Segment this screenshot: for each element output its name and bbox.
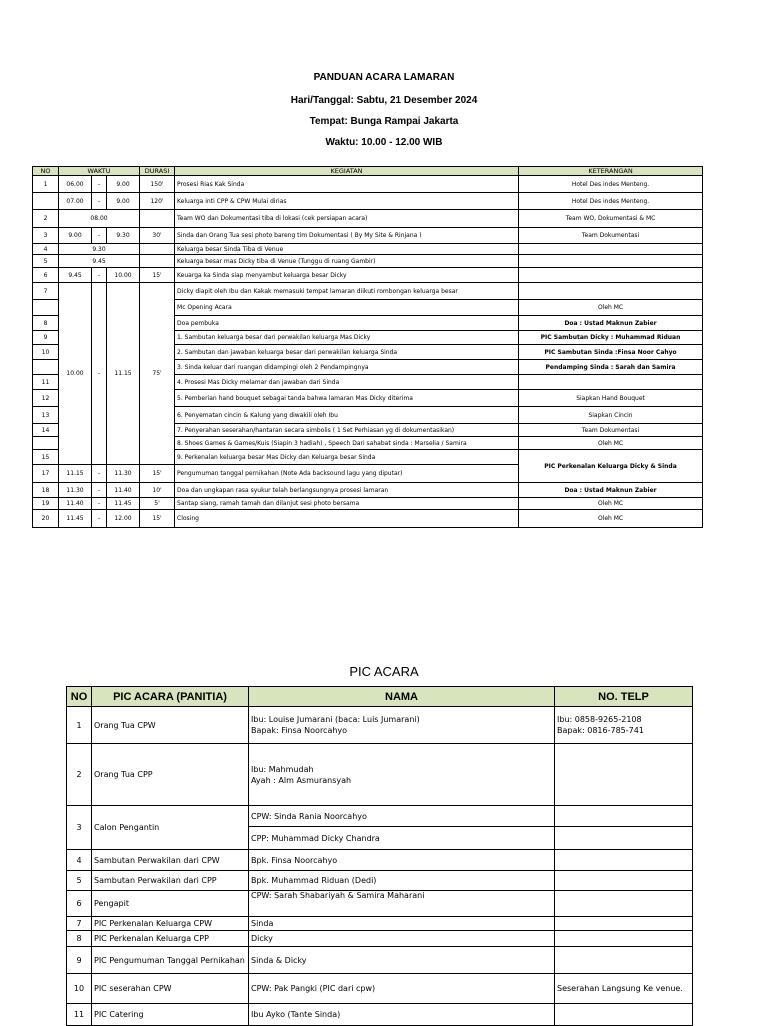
note: Oleh MC [519,300,703,316]
table-row [67,891,693,917]
table-row [33,268,703,283]
pic-role: Pengapit [92,891,249,917]
row-no: 19 [33,498,59,510]
time-end: 11.45 [107,498,140,510]
note [519,268,703,283]
pic-phone [555,827,693,850]
pic-role: PIC seserahan CPW [92,974,249,1004]
pic-name: CPW: Pak Pangki (PIC dari cpw) [249,974,555,1004]
note: Siapkan Cincin [519,407,703,424]
name-line: Ibu: Louise Jumarani (baca: Luis Jumarani) [251,715,420,724]
row-no: 9 [67,947,92,974]
row-no: 15 [33,450,59,465]
pic-name: CPW: Sinda Rania Noorcahyo [249,806,555,827]
row-no: 8 [33,316,59,331]
pic-name: Dicky [249,931,555,947]
note: Hotel Des indes Menteng. [519,193,703,210]
row-no [33,437,59,450]
row-no: 5 [67,871,92,891]
pic-phone [555,931,693,947]
col-no: NO [67,687,92,707]
table-row [67,850,693,871]
activity: 1. Sambutan keluarga besar dari perwakilan keluarga Mas Dicky [175,331,519,345]
row-no: 13 [33,407,59,424]
time-end: 11.40 [107,483,140,498]
pic-name: Sinda & Dicky [249,947,555,974]
duration: 150' [140,176,175,193]
pic-phone [555,917,693,931]
row-no: 3 [67,806,92,850]
duration: 120' [140,193,175,210]
row-no: 1 [33,176,59,193]
activity: Doa pembuka [175,316,519,331]
activity: 5. Pemberian hand bouquet sebagai tanda bahwa lamaran Mas Dicky diterima [175,390,519,407]
note: Team WO, Dokumentasi & MC [519,210,703,228]
pic-role: PIC Catering [92,1004,249,1026]
duration: 15' [140,268,175,283]
time-sep: - [92,483,107,498]
note: Doa : Ustad Maknun Zabier [519,483,703,498]
col-durasi: DURASI [140,167,175,176]
note: PIC Sambutan Sinda :Finsa Noor Cahyo [519,345,703,360]
pic-role: Orang Tua CPW [92,707,249,744]
activity: Doa dan ungkapan rasa syukur telah berlangsungnya prosesi lamaran [175,483,519,498]
row-no [33,193,59,210]
note: Team Dokumentasi [519,424,703,437]
row-no: 6 [67,891,92,917]
pic-phone [555,1004,693,1026]
row-no: 9 [33,331,59,345]
pic-phone [555,871,693,891]
row-no: 17 [33,465,59,483]
activity: Closing [175,510,519,528]
table-row [67,1004,693,1026]
pic-phone [555,947,693,974]
time-end: 9.30 [107,228,140,244]
time-start: 9.00 [59,228,92,244]
time-end: 12.00 [107,510,140,528]
pic-phone: Seserahan Langsung Ke venue. [555,974,693,1004]
table-row [67,947,693,974]
activity: 7. Penyerahan seserahan/hantaran secara simbolis ( 1 Set Perhiasan yg di dokumentasikan) [175,424,519,437]
time-start: 11.45 [59,510,92,528]
activity: 8. Shoes Games & Games/Kuis (Siapin 3 hadiah) , Speech Dari sahabat sinda : Marselia / Samira [175,437,519,450]
event-date: Hari/Tanggal: Sabtu, 21 Desember 2024 [290,95,478,106]
time-sep: - [92,268,107,283]
row-no: 1 [67,707,92,744]
doc-title: PANDUAN ACARA LAMARAN [313,72,455,83]
duration: 30' [140,228,175,244]
row-no: 12 [33,390,59,407]
row-no: 6 [33,268,59,283]
row-no: 8 [67,931,92,947]
pic-name: Bpk. Finsa Noorcahyo [249,850,555,871]
row-no [33,360,59,375]
row-no: 4 [33,244,59,255]
table-row [33,193,703,210]
pic-role: Orang Tua CPP [92,744,249,806]
time-start: 06.00 [59,176,92,193]
table-row [33,210,703,228]
row-no: 10 [33,345,59,360]
name-line: Bapak: Finsa Noorcahyo [251,726,348,735]
table-row [67,917,693,931]
activity: Prosesi Rias Kak Sinda [175,176,519,193]
time-sep: - [92,193,107,210]
time-sep: - [92,510,107,528]
row-no: 20 [33,510,59,528]
time-start: 07.00 [59,193,92,210]
activity: Dicky diapit oleh Ibu dan Kakak memasuki tempat lamaran diikuti rombongan keluarga besar [175,283,519,300]
table-row [33,255,703,268]
row-no: 3 [33,228,59,244]
time-start: 11.30 [59,483,92,498]
name-line: Ibu: Mahmudah [251,764,314,774]
note: Oleh MC [519,498,703,510]
activity: Keluarga inti CPP & CPW Mulai dirias [175,193,519,210]
time-start: 11.15 [59,465,92,483]
duration: 15' [140,510,175,528]
time-end: 10.00 [107,268,140,283]
time-start: 11.40 [59,498,92,510]
table-row [67,806,693,827]
pic-name [249,744,555,806]
row-no: 11 [67,1004,92,1026]
activity: Mc Opening Acara [175,300,519,316]
table-row [33,498,703,510]
time-sep: - [92,498,107,510]
duration: 10' [140,483,175,498]
pic-role: Calon Pengantin [92,806,249,850]
time-sep: - [92,228,107,244]
activity: 3. Sinda keluar dari ruangan didampingi oleh 2 Pendampingnya [175,360,519,375]
table-row [33,176,703,193]
pic-role: PIC Pengumuman Tanggal Pernikahan [92,947,249,974]
pic-name [249,707,555,744]
activity: Keluarga besar mas Dicky tiba di Venue (Tunggu di ruang Gambir) [175,255,519,268]
pic-phone [555,850,693,871]
duration: 75' [140,283,175,465]
pic-phone [555,707,693,744]
time-end: 9.00 [107,193,140,210]
time-sep: - [92,465,107,483]
schedule-header-row [33,167,703,176]
col-keterangan: KETERANGAN [519,167,703,176]
row-no: 4 [67,850,92,871]
time-point: 9.45 [59,255,140,268]
note: Oleh MC [519,437,703,450]
phone-line: Ibu: 0858-9265-2108 [557,715,642,724]
duration [140,244,175,255]
time-sep: - [92,283,107,465]
note [519,283,703,300]
note [519,375,703,390]
activity: Keluarga besar Sinda Tiba di Venue [175,244,519,255]
col-nama: NAMA [249,687,555,707]
note: Hotel Des indes Menteng. [519,176,703,193]
event-time: Waktu: 10.00 - 12.00 WIB [325,137,443,148]
activity: 6. Penyematan cincin & Kalung yang diwakili oleh Ibu [175,407,519,424]
row-no: 7 [33,283,59,300]
table-row [67,744,693,806]
col-telp: NO. TELP [555,687,693,707]
table-row [33,510,703,528]
activity: Keuarga ka Sinda siap menyambut keluarga besar Dicky [175,268,519,283]
schedule-table [32,166,703,528]
row-no: 2 [33,210,59,228]
name-line: Ayah : Alm Asmuransyah [251,775,352,785]
pic-phone [555,744,693,806]
note: Oleh MC [519,510,703,528]
pic-phone [555,891,693,917]
time-start: 10.00 [59,283,92,465]
activity: 9. Perkenalan keluarga besar Mas Dicky dan Keluarga besar Sinda [175,450,519,465]
row-no: 5 [33,255,59,268]
activity: 4. Prosesi Mas Dicky melamar dan jawaban dari Sinda [175,375,519,390]
note: Doa : Ustad Maknun Zabier [519,316,703,331]
duration: 15' [140,465,175,483]
duration: 5' [140,498,175,510]
table-row [67,707,693,744]
note: Team Dokumentasi [519,228,703,244]
table-row [33,228,703,244]
table-row [67,871,693,891]
duration [140,210,175,228]
col-no: NO [33,167,59,176]
row-no: 10 [67,974,92,1004]
pic-table [66,686,693,1026]
activity: Team WO dan Dokumentasi tiba di lokasi (cek persiapan acara) [175,210,519,228]
note: Siapkan Hand Bouquet [519,390,703,407]
note: PIC Sambutan Dicky : Muhammad Riduan [519,331,703,345]
table-row [67,974,693,1004]
row-no: 7 [67,917,92,931]
time-point: 9.30 [59,244,140,255]
pic-role: PIC Perkenalan Keluarga CPW [92,917,249,931]
note: PIC Perkenalan Keluarga Dicky & Sinda [519,450,703,483]
col-waktu: WAKTU [59,167,140,176]
time-start: 9.45 [59,268,92,283]
note [519,255,703,268]
table-row [33,283,703,300]
pic-role: Sambutan Perwakilan dari CPW [92,850,249,871]
time-end: 9.00 [107,176,140,193]
col-pic: PIC ACARA (PANITIA) [92,687,249,707]
row-no: 2 [67,744,92,806]
event-place: Tempat: Bunga Rampai Jakarta [309,116,459,127]
pic-name: Bpk. Muhammad Riduan (Dedi) [249,871,555,891]
row-no: 18 [33,483,59,498]
pic-name: Ibu Ayko (Tante Sinda) [249,1004,555,1026]
activity: Sinda dan Orang Tua sesi photo bareng tim Dokumentasi ( By My Site & Rinjana ) [175,228,519,244]
col-kegiatan: KEGIATAN [175,167,519,176]
activity: Pengumuman tanggal pernikahan (Note Ada backsound lagu yang diputar) [175,465,519,483]
time-end: 11.15 [107,283,140,465]
activity: 2. Sambutan dan jawaban keluarga besar dari perwakilan keluarga Sinda [175,345,519,360]
phone-line: Bapak: 0816-785-741 [557,726,644,735]
pic-name: CPP: Muhammad Dicky Chandra [249,827,555,850]
time-point: 08.00 [59,210,140,228]
table-row [67,931,693,947]
pic-role: Sambutan Perwakilan dari CPP [92,871,249,891]
note: Pendamping Sinda : Sarah dan Samira [519,360,703,375]
table-row [33,244,703,255]
pic-section-title: PIC ACARA [349,664,419,679]
row-no: 14 [33,424,59,437]
pic-role: PIC Perkenalan Keluarga CPP [92,931,249,947]
duration [140,255,175,268]
row-no: 11 [33,375,59,390]
time-sep: - [92,176,107,193]
table-row [33,483,703,498]
activity: Santap siang, ramah tamah dan dilanjut sesi photo bersama [175,498,519,510]
pic-phone [555,806,693,827]
note [519,244,703,255]
pic-header-row [67,687,693,707]
pic-name: CPW: Sarah Shabariyah & Samira Maharani [249,891,555,917]
row-no [33,300,59,316]
time-end: 11.30 [107,465,140,483]
pic-name: Sinda [249,917,555,931]
